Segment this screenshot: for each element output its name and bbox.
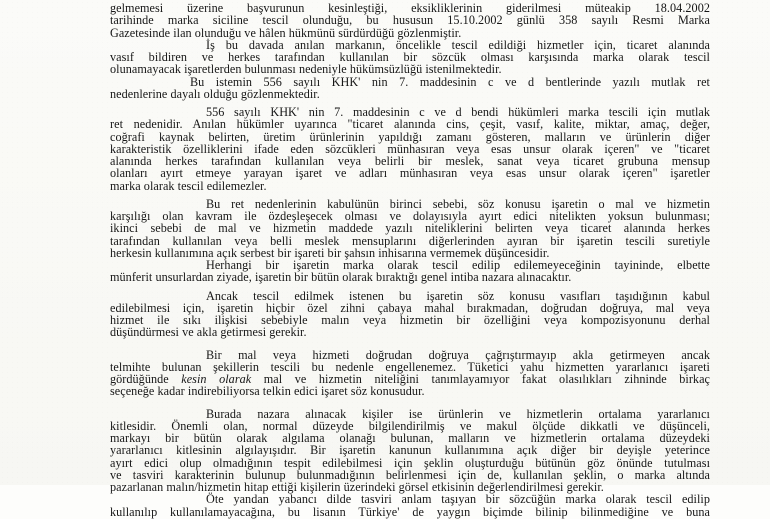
text-line: düşündürmesi ve akla getirmesi gerekir. bbox=[110, 325, 307, 340]
text-line: nedenlerine dayalı olduğu gözlenmektedir. bbox=[110, 86, 320, 101]
text-line: gelmemesi üzerine başvurunun kesinleştiği, eksikliklerinin giderilmesi müteakip 18.04.2002 bbox=[110, 1, 710, 15]
text-line: telmihte bulunan şekillerin tescili bu nedenle engellenemez. Tüketici yahu hizmetten yararlanıcı işareti bbox=[110, 359, 710, 374]
text-line: ikinci sebebi de mal ve hizmetin maddede yazılı niteliklerini belirten veya ticaret alanında herkes bbox=[110, 221, 710, 236]
text-line: tarafından kullanılan veya belli meslek mensuplarını diğerlerinden ayıran bir işaretin tescili suretiyle bbox=[110, 233, 710, 248]
text-line: Herhangi bir işaretin marka olarak tescil edilip edilemeyeceğinin tayininde, elbette bbox=[206, 258, 710, 272]
text-line: münferit unsurlardan ziyade, işaretin bir bütün olarak bıraktığı genel intiba nazara alınacaktır. bbox=[110, 270, 572, 285]
text-line: karşılığı olan kavram ile özdeşleşecek olması ve dolayısıyla ayırt edici nitelikten yoksun bulunması; bbox=[110, 209, 710, 223]
text-line: hizmet ile sıkı ilişkisi sebebiyle malın veya hizmetin bir özelliğini veya kompozisyonunu derhal bbox=[110, 313, 710, 327]
text-line: kullanılıp kullanılamayacağına, bu lisanın Türkiye' de yaygın biçimde bilinip bilinmediğine ve buna bbox=[110, 504, 710, 519]
text-line: 556 sayılı KHK' nin 7. maddesinin c ve d bendi hükümleri marka tescili için mutlak bbox=[206, 105, 710, 119]
text-line: Bu istemin 556 sayılı KHK' nin 7. maddesinin c ve d bentlerinde yazılı mutlak ret bbox=[190, 74, 710, 89]
text-line: İş bu davada anılan markanın, öncelikle tescil edildiği hizmetler için, ticaret alanında bbox=[206, 37, 710, 52]
text-line italic-phrase-line: gördüğünde kesin olarak mal ve hizmetin niteliğini tanımlayamıyor fakat olasılıkları zihninde birkaç bbox=[110, 372, 710, 386]
text-line: marka olarak tescil edilemezler. bbox=[110, 178, 267, 193]
text-line: pazarlanan malın/hizmetin hitap ettiği kişilerin üzerindeki görsel etkisinin değerlendirilmesi gerekir. bbox=[110, 480, 604, 494]
text-line: Bu ret nedenlerinin kabulünün birinci sebebi, söz konusu işaretin o mal ve hizmetin bbox=[206, 196, 710, 211]
text-line: Bir mal veya hizmeti doğrudan doğruya çağrıştırmayıp akla getirmeyen ancak bbox=[206, 347, 710, 362]
text-line: yararlanıcı kitlesinin algılayışıdır. Bir işaretin kanunun kullanımına açık diğer bir deyişle yeterince bbox=[110, 443, 710, 458]
text-line: vasıf bildiren ve herkes tarafından kullanılan bir sözcük olması karşısında marka olarak tescil bbox=[110, 50, 710, 64]
text-line: Gazetesinde ilan olunduğu ve hâlen hükmünü sürdürdüğü gözlenmiştir. bbox=[110, 25, 462, 40]
text-line: olanları ayırt etmeye yarayan işaret ve adları münhasıran veya esas unsur olarak içeren" işaretler bbox=[110, 166, 710, 181]
text-line: edilebilmesi için, işaretin hiçbir özel zihni çabaya mahal bırakmadan, doğrudan doğruya, mal veya bbox=[110, 300, 710, 315]
text-line: seçeneğe kadar indirebiliyorsa telkin edici işaret söz konusudur. bbox=[110, 384, 425, 399]
text-line: ayırt edici olup olmadığının tespit edilebilmesi için şeklin oluşturduğu bütünün göz önünde tutulması bbox=[110, 455, 710, 470]
text-line: ret nedenidir. Anılan hükümler uyarınca "ticaret alanında cins, çeşit, vasıf, kalite, miktar, amaç, değer, bbox=[110, 117, 710, 132]
text-line: kitlesidir. Önemli olan, normal düzeyde bilgilendirilmiş ve makul ölçüde dikkatli ve düşünceli, bbox=[110, 418, 710, 433]
text-line: Öte yandan yabancı dilde tasviri anlam taşıyan bir sözcüğün marka olarak tescil edilip bbox=[206, 492, 710, 507]
text-line: markayı bir bütün olarak algılama olanağı bulunan, malların ve hizmetlerin ortalama düzeydeki bbox=[110, 431, 710, 445]
document-body bbox=[110, 2, 710, 518]
text-line: ve tasviri karakterinin bulunup bulunmadığının belirlenmesi için de, kullanılan şeklin, o marka altında bbox=[110, 467, 710, 482]
text-line: coğrafi kaynak belirten, üretim ürünlerinin yapıldığı zamanı gösteren, malların ve ürünlerin diğer bbox=[110, 129, 710, 144]
text-line: Burada nazara alınacak kişiler ise ürünlerin ve hizmetlerin ortalama yararlanıcı bbox=[206, 406, 710, 421]
italic-phrase: kesin olarak bbox=[181, 372, 252, 386]
text-line: Ancak tescil edilmek istenen bu işaretin söz konusu vasıfları taşıdığının kabul bbox=[206, 288, 710, 303]
text-line: herkesin kullanımına açık serbest bir işareti bir şahsın inhisarına vermemek düşüncesidir. bbox=[110, 245, 550, 260]
text-line: karakteristik özelliklerini ifade eden sözcükleri münhasıran veya esas unsur olarak içeren" ve "ticaret bbox=[110, 141, 710, 156]
text-line: tarihinde marka siciline tescil olunduğu, bu hususun 15.10.2002 günlü 358 sayılı Resmi Marka bbox=[110, 13, 710, 28]
text-line: alanında herkes tarafından kullanılan veya belirli bir meslek, sanat veya ticaret grubuna mensup bbox=[110, 154, 710, 168]
text-line: olunamayacak işaretlerden bulunması nedeniyle hükümsüzlüğü istenilmektedir. bbox=[110, 62, 502, 77]
